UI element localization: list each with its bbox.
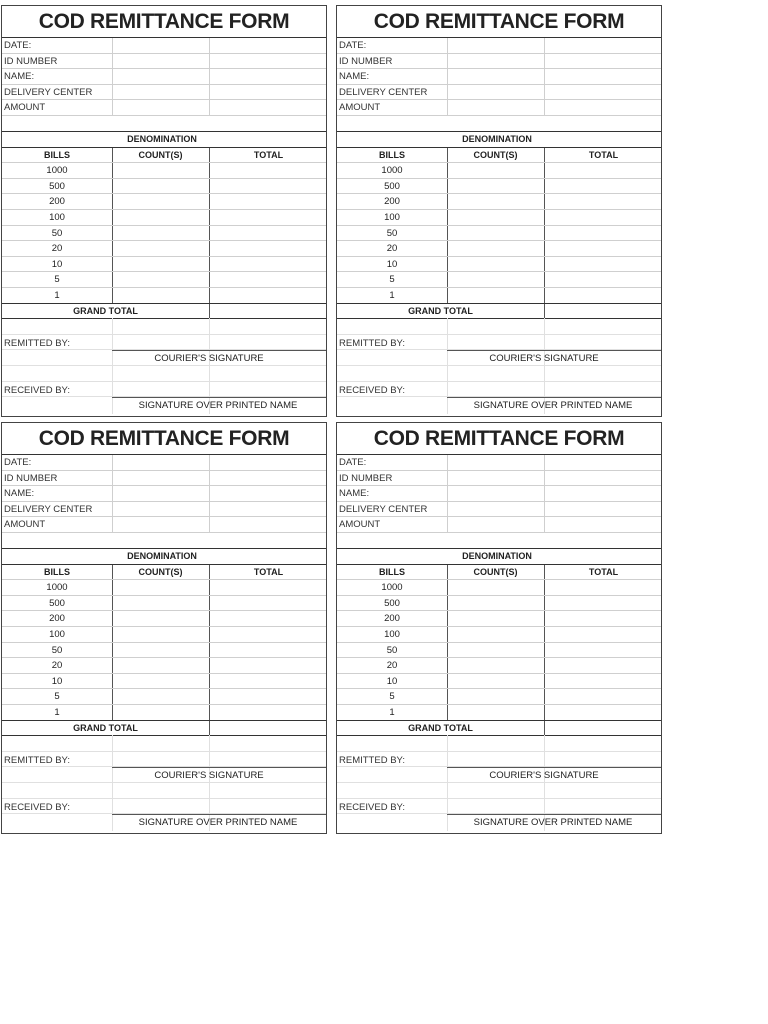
field-row — [337, 53, 661, 69]
total-input[interactable] — [210, 257, 326, 272]
column-header: COUNT(S) — [473, 566, 518, 577]
bill-denomination: 5 — [389, 691, 395, 703]
column-header: COUNT(S) — [138, 149, 183, 160]
count-input[interactable] — [113, 179, 209, 194]
bill-denomination: 10 — [51, 675, 63, 687]
total-input[interactable] — [210, 596, 326, 611]
count-input[interactable] — [113, 580, 209, 595]
bill-row — [2, 688, 326, 704]
cod-remittance-form — [336, 5, 662, 417]
remitted-by-input[interactable] — [447, 751, 661, 766]
bill-row — [2, 610, 326, 626]
field-label: AMOUNT — [339, 519, 381, 531]
count-input[interactable] — [113, 674, 209, 689]
field-row — [337, 470, 661, 486]
total-input[interactable] — [545, 580, 661, 595]
field-value-input[interactable] — [448, 502, 661, 517]
received-by-label: RECEIVED BY: — [339, 385, 405, 397]
total-input[interactable] — [210, 179, 326, 194]
denomination-header — [2, 131, 326, 147]
field-label: DELIVERY CENTER — [4, 86, 93, 98]
column-header-row — [2, 147, 326, 163]
count-input[interactable] — [113, 705, 209, 720]
count-input[interactable] — [448, 226, 544, 241]
field-value-input[interactable] — [113, 100, 326, 115]
field-label: DATE: — [4, 457, 32, 468]
bill-denomination: 100 — [384, 212, 400, 223]
field-row — [2, 53, 326, 69]
total-input[interactable] — [545, 674, 661, 689]
received-by-label: RECEIVED BY: — [339, 802, 405, 814]
count-input[interactable] — [448, 241, 544, 256]
count-input[interactable] — [113, 627, 209, 642]
field-row — [337, 99, 661, 115]
total-input[interactable] — [545, 241, 661, 256]
total-input[interactable] — [210, 163, 326, 178]
remitted-by-label: REMITTED BY: — [4, 338, 70, 350]
grand-total-row — [2, 720, 326, 736]
received-by-input[interactable] — [112, 798, 326, 813]
denomination-header — [337, 548, 661, 564]
bill-row — [2, 704, 326, 720]
total-input[interactable] — [545, 179, 661, 194]
grand-total-input[interactable] — [210, 304, 326, 319]
signature-printed-name-label: SIGNATURE OVER PRINTED NAME — [138, 400, 298, 412]
cell-divider — [112, 148, 113, 163]
field-row — [2, 99, 326, 115]
field-label: NAME: — [4, 71, 35, 83]
remitted-by-label: REMITTED BY: — [339, 338, 405, 350]
cod-remittance-form — [1, 422, 327, 834]
count-input[interactable] — [448, 210, 544, 225]
bill-row — [337, 579, 661, 595]
bill-row — [337, 595, 661, 611]
remitted-by-input[interactable] — [112, 334, 326, 349]
field-value-input[interactable] — [448, 85, 661, 100]
bill-denomination: 10 — [386, 675, 398, 687]
total-input[interactable] — [210, 627, 326, 642]
bill-row — [337, 673, 661, 689]
field-row — [337, 37, 661, 53]
bill-denomination: 10 — [51, 258, 63, 270]
total-input[interactable] — [210, 643, 326, 658]
field-value-input[interactable] — [113, 38, 326, 53]
bill-denomination: 1 — [54, 707, 60, 718]
received-by-label: RECEIVED BY: — [4, 802, 70, 814]
bill-denomination: 5 — [389, 274, 395, 286]
grand-total-input[interactable] — [210, 721, 326, 736]
total-input[interactable] — [545, 226, 661, 241]
grand-total-label: GRAND TOTAL — [73, 305, 138, 316]
bill-row — [2, 595, 326, 611]
count-input[interactable] — [448, 580, 544, 595]
bill-denomination: 1000 — [46, 582, 68, 594]
count-input[interactable] — [448, 643, 544, 658]
denomination-label: DENOMINATION — [127, 134, 197, 144]
field-row — [337, 68, 661, 84]
bill-denomination: 500 — [384, 597, 400, 609]
field-value-input[interactable] — [448, 517, 661, 532]
bill-row — [2, 178, 326, 194]
grand-total-label: GRAND TOTAL — [408, 722, 473, 733]
bill-denomination: 100 — [384, 629, 400, 640]
bill-denomination: 100 — [49, 629, 65, 640]
field-row — [337, 485, 661, 501]
total-input[interactable] — [545, 627, 661, 642]
column-header: BILLS — [379, 149, 405, 160]
bill-denomination: 50 — [386, 227, 398, 239]
field-label: ID NUMBER — [339, 472, 393, 484]
count-input[interactable] — [113, 689, 209, 704]
field-label: AMOUNT — [4, 102, 46, 114]
total-input[interactable] — [210, 288, 326, 303]
bill-row — [337, 271, 661, 287]
cod-remittance-form — [1, 5, 327, 417]
grand-total-input[interactable] — [545, 721, 661, 736]
cell-divider — [544, 565, 545, 580]
bill-row — [2, 287, 326, 303]
field-value-input[interactable] — [113, 54, 326, 69]
field-value-input[interactable] — [448, 486, 661, 501]
column-header: TOTAL — [588, 149, 619, 160]
column-header-row — [337, 564, 661, 580]
field-label: DELIVERY CENTER — [4, 503, 93, 515]
field-value-input[interactable] — [113, 85, 326, 100]
bill-row — [2, 673, 326, 689]
bill-denomination: 10 — [386, 258, 398, 270]
bill-row — [337, 256, 661, 272]
bill-row — [337, 642, 661, 658]
total-input[interactable] — [545, 611, 661, 626]
total-input[interactable] — [545, 658, 661, 673]
denomination-header — [2, 548, 326, 564]
spacer-row — [2, 115, 326, 131]
grand-total-input[interactable] — [545, 304, 661, 319]
denomination-header — [337, 131, 661, 147]
count-input[interactable] — [448, 163, 544, 178]
total-input[interactable] — [210, 611, 326, 626]
total-input[interactable] — [210, 272, 326, 287]
count-input[interactable] — [448, 658, 544, 673]
bill-denomination: 20 — [386, 243, 398, 255]
field-value-input[interactable] — [448, 54, 661, 69]
total-input[interactable] — [210, 241, 326, 256]
bill-row — [2, 162, 326, 178]
bill-denomination: 200 — [49, 196, 65, 208]
cell-divider — [447, 148, 448, 163]
field-value-input[interactable] — [113, 471, 326, 486]
column-header: COUNT(S) — [473, 149, 518, 160]
signature-printed-name-label: SIGNATURE OVER PRINTED NAME — [473, 817, 633, 829]
courier-signature-label: COURIER'S SIGNATURE — [154, 353, 264, 365]
received-by-input[interactable] — [447, 798, 661, 813]
bill-row — [337, 610, 661, 626]
count-input[interactable] — [448, 257, 544, 272]
bill-denomination: 1 — [389, 290, 395, 301]
column-header: TOTAL — [253, 566, 284, 577]
bill-denomination: 50 — [386, 644, 398, 656]
count-input[interactable] — [113, 643, 209, 658]
bill-row — [2, 657, 326, 673]
grand-total-row — [2, 303, 326, 319]
total-input[interactable] — [210, 226, 326, 241]
count-input[interactable] — [448, 596, 544, 611]
column-header-row — [2, 564, 326, 580]
bill-row — [2, 626, 326, 642]
grand-total-label: GRAND TOTAL — [73, 722, 138, 733]
count-input[interactable] — [448, 705, 544, 720]
field-value-input[interactable] — [448, 69, 661, 84]
count-input[interactable] — [113, 194, 209, 209]
count-input[interactable] — [113, 596, 209, 611]
bill-denomination: 1000 — [381, 165, 403, 177]
signature-printed-name-label: SIGNATURE OVER PRINTED NAME — [473, 400, 633, 412]
bill-row — [337, 178, 661, 194]
bill-row — [337, 193, 661, 209]
field-label: DELIVERY CENTER — [339, 86, 428, 98]
field-label: ID NUMBER — [339, 55, 393, 67]
total-input[interactable] — [210, 705, 326, 720]
field-row — [2, 84, 326, 100]
bill-denomination: 200 — [384, 613, 400, 625]
bill-row — [2, 642, 326, 658]
signature-printed-name-label: SIGNATURE OVER PRINTED NAME — [138, 817, 298, 829]
field-label: NAME: — [339, 488, 370, 500]
field-row — [2, 454, 326, 470]
count-input[interactable] — [113, 241, 209, 256]
bill-row — [337, 209, 661, 225]
count-input[interactable] — [448, 627, 544, 642]
remitted-by-input[interactable] — [112, 751, 326, 766]
total-input[interactable] — [545, 210, 661, 225]
received-by-label: RECEIVED BY: — [4, 385, 70, 397]
bill-row — [337, 688, 661, 704]
count-input[interactable] — [113, 226, 209, 241]
received-by-input[interactable] — [112, 381, 326, 396]
courier-signature-label: COURIER'S SIGNATURE — [154, 770, 264, 782]
column-header: BILLS — [44, 566, 70, 577]
count-input[interactable] — [113, 163, 209, 178]
bill-denomination: 5 — [54, 691, 60, 703]
column-header: COUNT(S) — [138, 566, 183, 577]
remitted-by-input[interactable] — [447, 334, 661, 349]
count-input[interactable] — [113, 658, 209, 673]
form-title: COD REMITTANCE FORM — [373, 10, 625, 33]
cell-divider — [112, 565, 113, 580]
bill-denomination: 50 — [51, 227, 63, 239]
count-input[interactable] — [113, 257, 209, 272]
field-value-input[interactable] — [448, 38, 661, 53]
count-input[interactable] — [448, 179, 544, 194]
form-title: COD REMITTANCE FORM — [38, 427, 290, 450]
field-row — [2, 470, 326, 486]
field-row — [2, 501, 326, 517]
field-value-input[interactable] — [448, 455, 661, 470]
spacer-row — [337, 115, 661, 131]
bill-row — [337, 626, 661, 642]
field-value-input[interactable] — [448, 471, 661, 486]
field-label: ID NUMBER — [4, 472, 58, 484]
spacer-row — [337, 532, 661, 548]
total-input[interactable] — [545, 257, 661, 272]
form-title: COD REMITTANCE FORM — [38, 10, 290, 33]
total-input[interactable] — [545, 596, 661, 611]
cell-divider — [209, 148, 210, 163]
grand-total-label: GRAND TOTAL — [408, 305, 473, 316]
spacer-row — [2, 532, 326, 548]
total-input[interactable] — [545, 163, 661, 178]
field-label: DATE: — [4, 40, 32, 51]
bill-row — [337, 225, 661, 241]
bill-denomination: 1 — [54, 290, 60, 301]
total-input[interactable] — [210, 210, 326, 225]
count-input[interactable] — [448, 272, 544, 287]
field-value-input[interactable] — [113, 517, 326, 532]
bill-denomination: 5 — [54, 274, 60, 286]
total-input[interactable] — [545, 643, 661, 658]
column-header: BILLS — [44, 149, 70, 160]
bill-denomination: 20 — [51, 243, 63, 255]
count-input[interactable] — [113, 611, 209, 626]
count-input[interactable] — [113, 288, 209, 303]
courier-signature-label: COURIER'S SIGNATURE — [489, 770, 599, 782]
cell-divider — [209, 565, 210, 580]
total-input[interactable] — [545, 194, 661, 209]
remitted-by-label: REMITTED BY: — [4, 755, 70, 767]
field-value-input[interactable] — [113, 69, 326, 84]
total-input[interactable] — [545, 272, 661, 287]
bill-row — [2, 193, 326, 209]
bill-denomination: 500 — [49, 180, 65, 192]
bill-denomination: 50 — [51, 644, 63, 656]
grand-total-row — [337, 303, 661, 319]
bill-denomination: 100 — [49, 212, 65, 223]
count-input[interactable] — [448, 194, 544, 209]
total-input[interactable] — [545, 288, 661, 303]
field-row — [337, 454, 661, 470]
count-input[interactable] — [448, 288, 544, 303]
bill-denomination: 200 — [49, 613, 65, 625]
bill-denomination: 500 — [384, 180, 400, 192]
total-input[interactable] — [545, 705, 661, 720]
count-input[interactable] — [448, 674, 544, 689]
bill-row — [337, 657, 661, 673]
bill-denomination: 200 — [384, 196, 400, 208]
bill-denomination: 1000 — [46, 165, 68, 177]
received-by-input[interactable] — [447, 381, 661, 396]
total-input[interactable] — [545, 689, 661, 704]
denomination-label: DENOMINATION — [127, 551, 197, 561]
bill-row — [2, 240, 326, 256]
field-label: NAME: — [4, 488, 35, 500]
column-header: BILLS — [379, 566, 405, 577]
total-input[interactable] — [210, 689, 326, 704]
cell-divider — [447, 565, 448, 580]
field-label: DATE: — [339, 457, 367, 468]
count-input[interactable] — [113, 272, 209, 287]
field-row — [2, 516, 326, 532]
bill-row — [2, 256, 326, 272]
bill-row — [2, 225, 326, 241]
bill-row — [337, 240, 661, 256]
bill-row — [337, 287, 661, 303]
bill-denomination: 20 — [386, 660, 398, 672]
count-input[interactable] — [448, 611, 544, 626]
cod-remittance-form — [336, 422, 662, 834]
bill-row — [337, 704, 661, 720]
field-value-input[interactable] — [113, 455, 326, 470]
remitted-by-label: REMITTED BY: — [339, 755, 405, 767]
bill-row — [2, 209, 326, 225]
field-label: AMOUNT — [339, 102, 381, 114]
bill-row — [337, 162, 661, 178]
courier-signature-label: COURIER'S SIGNATURE — [489, 353, 599, 365]
total-input[interactable] — [210, 674, 326, 689]
field-row — [2, 37, 326, 53]
bill-row — [2, 271, 326, 287]
field-row — [337, 516, 661, 532]
count-input[interactable] — [113, 210, 209, 225]
grand-total-row — [337, 720, 661, 736]
field-row — [337, 501, 661, 517]
field-value-input[interactable] — [448, 100, 661, 115]
denomination-label: DENOMINATION — [462, 551, 532, 561]
total-input[interactable] — [210, 580, 326, 595]
form-title: COD REMITTANCE FORM — [373, 427, 625, 450]
total-input[interactable] — [210, 658, 326, 673]
cell-divider — [544, 148, 545, 163]
field-label: DATE: — [339, 40, 367, 51]
field-value-input[interactable] — [113, 486, 326, 501]
bill-denomination: 1000 — [381, 582, 403, 594]
bill-denomination: 1 — [389, 707, 395, 718]
total-input[interactable] — [210, 194, 326, 209]
column-header: TOTAL — [253, 149, 284, 160]
bill-denomination: 500 — [49, 597, 65, 609]
field-value-input[interactable] — [113, 502, 326, 517]
field-label: NAME: — [339, 71, 370, 83]
field-label: DELIVERY CENTER — [339, 503, 428, 515]
count-input[interactable] — [448, 689, 544, 704]
field-row — [2, 68, 326, 84]
column-header-row — [337, 147, 661, 163]
field-label: AMOUNT — [4, 519, 46, 531]
field-row — [2, 485, 326, 501]
bill-row — [2, 579, 326, 595]
field-row — [337, 84, 661, 100]
field-label: ID NUMBER — [4, 55, 58, 67]
column-header: TOTAL — [588, 566, 619, 577]
bill-denomination: 20 — [51, 660, 63, 672]
denomination-label: DENOMINATION — [462, 134, 532, 144]
